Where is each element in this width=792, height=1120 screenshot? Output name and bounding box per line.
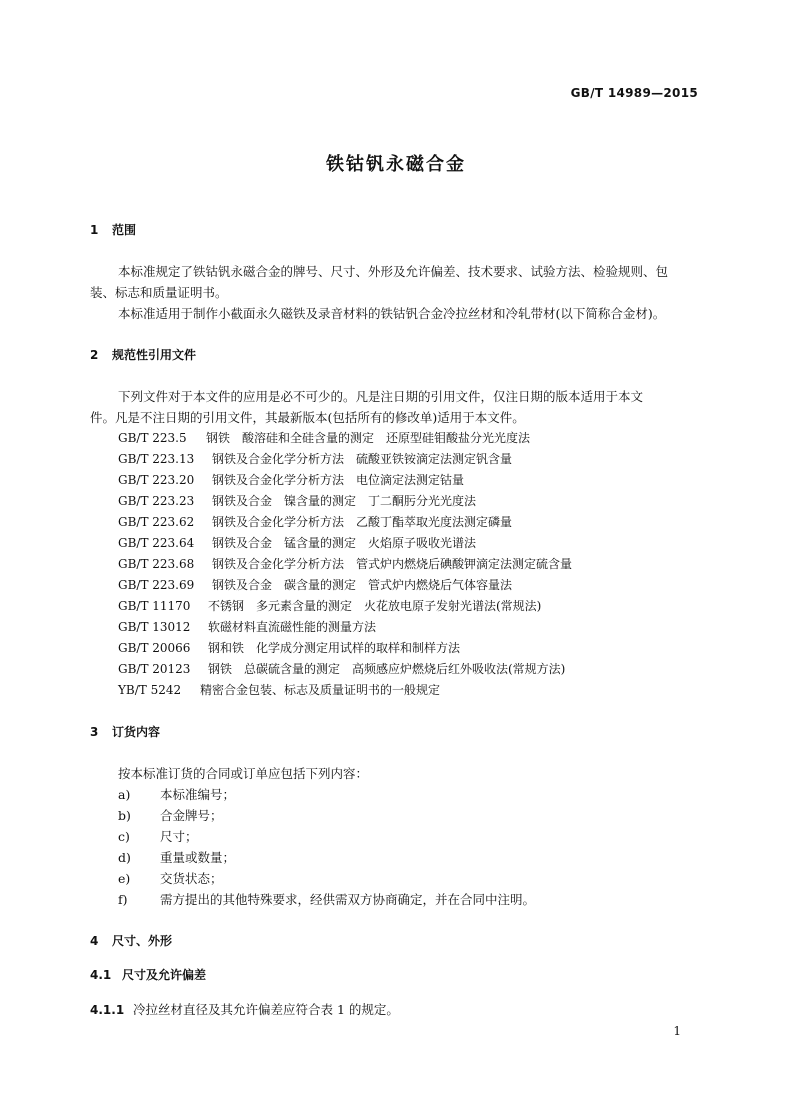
list-marker: c) xyxy=(118,829,130,844)
reference-title: 钢铁及合金 锰含量的测定 火焰原子吸收光谱法 xyxy=(212,536,477,550)
clause-number: 4.1.1 xyxy=(90,1003,125,1017)
list-item xyxy=(118,889,535,910)
list-marker: f) xyxy=(118,892,128,907)
section-1-paragraph-2: 本标准适用于制作小截面永久磁铁及录音材料的铁钴钒合金冷拉丝材和冷轧带材(以下简称合金材)。 xyxy=(118,306,666,321)
section-number: 1 xyxy=(90,223,99,237)
list-text: 合金牌号； xyxy=(160,808,223,823)
section-title: 尺寸及允许偏差 xyxy=(122,968,207,982)
reference-title: 钢和铁 化学成分测定用试样的取样和制样方法 xyxy=(208,641,461,655)
reference-code: GB/T 223.64 xyxy=(118,536,195,550)
list-item xyxy=(118,826,535,847)
reference-title: 钢铁 酸溶硅和全硅含量的测定 还原型硅钼酸盐分光光度法 xyxy=(206,431,531,445)
order-content-list xyxy=(118,784,535,910)
section-number: 2 xyxy=(90,348,99,362)
list-item xyxy=(118,805,535,826)
reference-code: GB/T 223.20 xyxy=(118,473,195,487)
list-text: 交货状态； xyxy=(160,871,223,886)
section-2-heading xyxy=(90,346,196,363)
reference-item xyxy=(118,617,572,638)
reference-title: 钢铁及合金化学分析方法 乙酸丁酯萃取光度法测定磷量 xyxy=(212,515,513,529)
section-3-heading xyxy=(90,723,160,740)
reference-code: GB/T 223.13 xyxy=(118,452,195,466)
page-number: 1 xyxy=(673,1024,681,1038)
document-title: 铁钴钒永磁合金 xyxy=(326,154,466,175)
list-item xyxy=(118,784,535,805)
section-2-intro-line-2: 件。凡是不注日期的引用文件，其最新版本(包括所有的修改单)适用于本文件。 xyxy=(90,410,525,425)
section-number: 4.1 xyxy=(90,968,112,982)
reference-item xyxy=(118,596,572,617)
reference-item xyxy=(118,428,572,449)
reference-item xyxy=(118,680,572,701)
reference-title: 精密合金包装、标志及质量证明书的一般规定 xyxy=(200,683,441,697)
list-marker: b) xyxy=(118,808,131,823)
reference-item xyxy=(118,659,572,680)
section-title: 尺寸、外形 xyxy=(112,934,173,948)
standard-number: GB/T 14989—2015 xyxy=(570,86,698,100)
section-1-paragraph-1-line-2: 装、标志和质量证明书。 xyxy=(90,285,228,300)
section-number: 3 xyxy=(90,725,99,739)
reference-code: GB/T 223.62 xyxy=(118,515,195,529)
section-1-paragraph-1-line-1: 本标准规定了铁钴钒永磁合金的牌号、尺寸、外形及允许偏差、技术要求、试验方法、检验规则、包 xyxy=(118,264,669,279)
list-item xyxy=(118,868,535,889)
reference-item xyxy=(118,491,572,512)
reference-item xyxy=(118,575,572,596)
reference-code: GB/T 223.5 xyxy=(118,431,187,445)
section-4-1-heading xyxy=(90,966,206,983)
list-text: 需方提出的其他特殊要求，经供需双方协商确定，并在合同中注明。 xyxy=(160,892,536,907)
section-1-heading xyxy=(90,221,136,238)
reference-code: GB/T 223.69 xyxy=(118,578,195,592)
clause-4-1-1 xyxy=(90,999,399,1021)
reference-item xyxy=(118,470,572,491)
section-2-intro-line-1: 下列文件对于本文件的应用是必不可少的。凡是注日期的引用文件，仅注日期的版本适用于本文 xyxy=(118,389,644,404)
reference-code: GB/T 223.68 xyxy=(118,557,195,571)
reference-code: GB/T 20123 xyxy=(118,662,191,676)
list-text: 本标准编号； xyxy=(160,787,236,802)
section-title: 订货内容 xyxy=(112,725,161,739)
list-marker: d) xyxy=(118,850,131,865)
reference-title: 钢铁及合金化学分析方法 电位滴定法测定钴量 xyxy=(212,473,465,487)
reference-title: 钢铁及合金化学分析方法 硫酸亚铁铵滴定法测定钒含量 xyxy=(212,452,513,466)
reference-title: 不锈钢 多元素含量的测定 火花放电原子发射光谱法(常规法) xyxy=(208,599,542,613)
reference-item xyxy=(118,554,572,575)
section-4-heading xyxy=(90,932,172,949)
section-number: 4 xyxy=(90,934,99,948)
section-3-intro: 按本标准订货的合同或订单应包括下列内容： xyxy=(118,766,369,781)
list-marker: e) xyxy=(118,871,131,886)
reference-title: 钢铁及合金 镍含量的测定 丁二酮肟分光光度法 xyxy=(212,494,477,508)
clause-text: 冷拉丝材直径及其允许偏差应符合表 1 的规定。 xyxy=(133,1002,399,1017)
reference-item xyxy=(118,449,572,470)
list-text: 尺寸； xyxy=(160,829,198,844)
list-item xyxy=(118,847,535,868)
reference-code: GB/T 13012 xyxy=(118,620,191,634)
reference-item xyxy=(118,533,572,554)
section-title: 范围 xyxy=(112,223,137,237)
reference-item xyxy=(118,512,572,533)
reference-code: YB/T 5242 xyxy=(118,683,182,697)
list-text: 重量或数量； xyxy=(160,850,236,865)
reference-code: GB/T 11170 xyxy=(118,599,191,613)
reference-code: GB/T 223.23 xyxy=(118,494,195,508)
reference-title: 软磁材料直流磁性能的测量方法 xyxy=(208,620,377,634)
reference-code: GB/T 20066 xyxy=(118,641,191,655)
normative-references-list xyxy=(118,428,572,701)
reference-title: 钢铁 总碳硫含量的测定 高频感应炉燃烧后红外吸收法(常规方法) xyxy=(208,662,566,676)
list-marker: a) xyxy=(118,787,131,802)
reference-title: 钢铁及合金化学分析方法 管式炉内燃烧后碘酸钾滴定法测定硫含量 xyxy=(212,557,573,571)
reference-item xyxy=(118,638,572,659)
reference-title: 钢铁及合金 碳含量的测定 管式炉内燃烧后气体容量法 xyxy=(212,578,513,592)
section-title: 规范性引用文件 xyxy=(112,348,197,362)
